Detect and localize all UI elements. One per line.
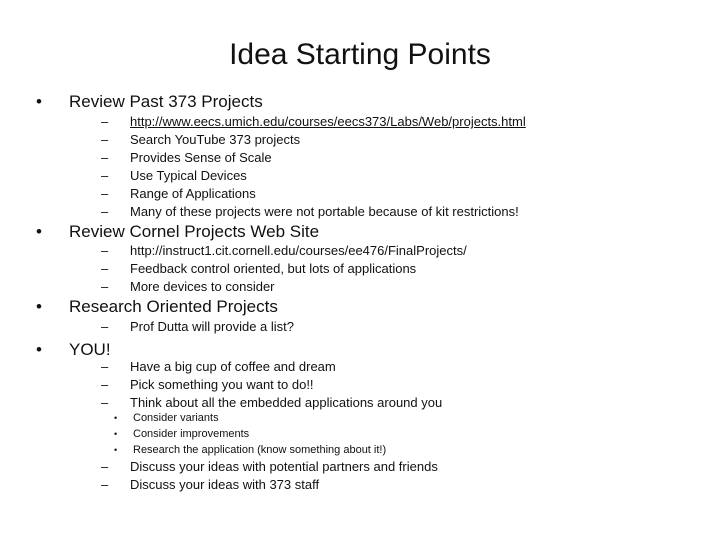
bullet-icon: •: [114, 429, 118, 439]
dash-icon: –: [101, 395, 109, 410]
list-item: Search YouTube 373 projects: [130, 132, 301, 147]
dash-icon: –: [101, 359, 109, 374]
dash-icon: –: [101, 261, 109, 276]
dash-icon: –: [101, 186, 109, 201]
list-item: Discuss your ideas with 373 staff: [130, 477, 320, 492]
list-item: Many of these projects were not portable because of kit restrictions!: [130, 204, 519, 219]
list-item: Range of Applications: [130, 186, 256, 201]
list-item: Discuss your ideas with potential partners and friends: [130, 459, 438, 474]
section-heading: YOU!: [69, 340, 111, 359]
dash-icon: –: [101, 114, 109, 129]
section-heading: Review Past 373 Projects: [69, 92, 263, 111]
dash-icon: –: [101, 132, 109, 147]
dash-icon: –: [101, 243, 109, 258]
list-item: More devices to consider: [130, 279, 275, 294]
dash-icon: –: [101, 319, 109, 334]
sub-list-item: Consider variants: [133, 412, 219, 424]
bullet-icon: •: [36, 340, 42, 359]
dash-icon: –: [101, 150, 109, 165]
list-item: Prof Dutta will provide a list?: [130, 319, 295, 334]
dash-icon: –: [101, 168, 109, 183]
section-heading: Review Cornel Projects Web Site: [69, 222, 320, 241]
sub-list-item: Research the application (know something about it!): [133, 444, 387, 456]
dash-icon: –: [101, 477, 109, 492]
bullet-icon: •: [114, 413, 118, 423]
slide-title: Idea Starting Points: [229, 38, 491, 71]
bullet-icon: •: [114, 445, 118, 455]
projects-link[interactable]: http://www.eecs.umich.edu/courses/eecs373/Labs/Web/projects.html: [130, 114, 526, 129]
bullet-icon: •: [36, 92, 42, 111]
list-item: Use Typical Devices: [130, 168, 247, 183]
dash-icon: –: [101, 459, 109, 474]
bullet-icon: •: [36, 222, 42, 241]
bullet-icon: •: [36, 297, 42, 316]
cornell-link[interactable]: http://instruct1.cit.cornell.edu/courses/ee476/FinalProjects/: [130, 243, 467, 258]
sub-list-item: Consider improvements: [133, 428, 250, 440]
list-item: Feedback control oriented, but lots of applications: [130, 261, 417, 276]
dash-icon: –: [101, 377, 109, 392]
section-heading: Research Oriented Projects: [69, 297, 278, 316]
list-item: Have a big cup of coffee and dream: [130, 359, 336, 374]
dash-icon: –: [101, 279, 109, 294]
list-item: Think about all the embedded applications around you: [130, 395, 443, 410]
dash-icon: –: [101, 204, 109, 219]
list-item: Provides Sense of Scale: [130, 150, 272, 165]
list-item: Pick something you want to do!!: [130, 377, 314, 392]
